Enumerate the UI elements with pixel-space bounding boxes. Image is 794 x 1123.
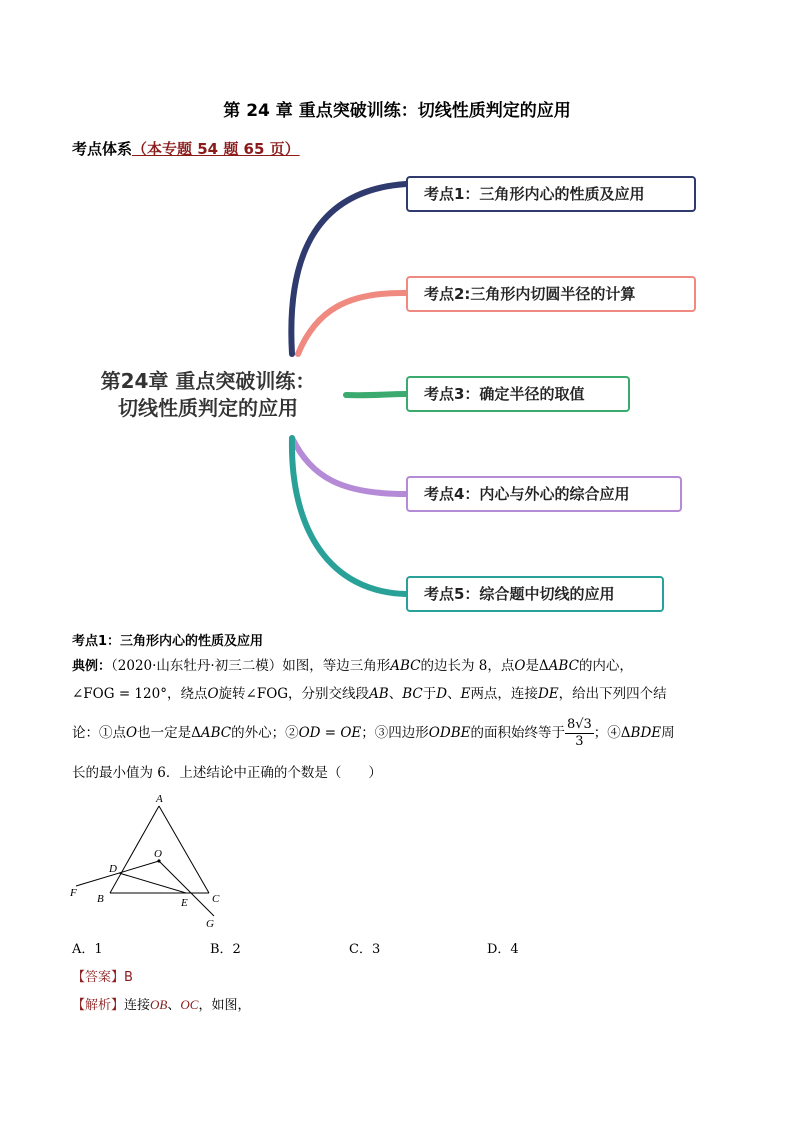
text: ；③四边形	[361, 725, 429, 741]
label-g: G	[206, 918, 214, 930]
geometry-figure	[66, 790, 236, 930]
problem-line-3	[72, 716, 724, 750]
text: ∠FOG = 120°，绕点	[72, 686, 208, 702]
point1-heading-text: 考点1：三角形内心的性质及应用	[72, 634, 264, 649]
example-label: 典例：	[72, 659, 112, 674]
text: 长的最小值为 6．上述结论中正确的个数是（ ）	[72, 765, 382, 781]
text: 的面积始终等于	[470, 725, 565, 741]
text: 是Δ	[525, 658, 549, 674]
mind-map-center-line-2: 切线性质判定的应用	[118, 396, 298, 420]
fraction-numerator: 8√3	[566, 717, 592, 732]
text: 论：①点	[72, 725, 126, 741]
mind-map-node-3: 考点3：确定半径的取值	[406, 376, 630, 412]
option-b: B．2	[210, 942, 241, 957]
label-o: O	[154, 848, 162, 860]
math-o: O	[126, 725, 138, 741]
text: 、	[388, 686, 403, 702]
mind-map-center-line-1: 第24章 重点突破训练：	[100, 369, 316, 393]
math-abc: ABC	[390, 658, 421, 674]
math-oc: OC	[180, 997, 199, 1012]
math-ab: AB	[369, 686, 389, 702]
fraction-denominator: 3	[575, 734, 584, 749]
math-abc: ABC	[548, 658, 579, 674]
label-c: C	[212, 893, 220, 905]
math-o: O	[207, 686, 219, 702]
math-odbe: ODBE	[428, 725, 471, 741]
analysis-sep: 、	[167, 998, 181, 1013]
mind-map-node-1: 考点1：三角形内心的性质及应用	[406, 176, 696, 212]
section-label: 考点体系	[72, 140, 133, 158]
mind-map-node-5: 考点5：综合题中切线的应用	[406, 576, 664, 612]
problem-line-2	[72, 683, 724, 706]
page-title: 第 24 章 重点突破训练：切线性质判定的应用	[223, 101, 571, 121]
math-bde: BDE	[630, 725, 662, 741]
segment-de	[119, 873, 186, 893]
text: 旋转∠FOG，分别交线段	[218, 686, 370, 702]
option-c: C．3	[349, 942, 381, 957]
problem-line-4	[72, 762, 724, 785]
mind-map	[80, 160, 720, 630]
text: 于	[422, 686, 437, 702]
text: （2020·山东牡丹·初三二模）如图，等边三角形	[111, 658, 391, 674]
segment-ac	[159, 806, 209, 893]
problem-line-1	[72, 655, 724, 678]
text: 周	[661, 725, 675, 741]
math-bc: BC	[402, 686, 423, 702]
text: 的外心；②	[231, 725, 299, 741]
section-note: （本专题 54 题 65 页）	[132, 140, 300, 158]
text: ，给出下列四个结	[558, 686, 667, 702]
mind-map-center	[88, 368, 328, 422]
fraction-8-root3-over-3	[565, 717, 594, 750]
analysis-text: 连接	[124, 998, 151, 1013]
point1-heading	[72, 630, 724, 653]
math-e: E	[460, 686, 471, 702]
label-a: A	[156, 793, 163, 805]
text: ；④Δ	[593, 725, 631, 741]
math-de: DE	[537, 686, 559, 702]
answer-value: B	[124, 970, 133, 985]
math-od-oe: OD = OE	[298, 725, 362, 741]
text: 两点，连接	[470, 686, 538, 702]
answer-row	[72, 966, 133, 985]
section-header	[72, 138, 300, 159]
answer-label: 【答案】	[72, 970, 125, 985]
math-o: O	[514, 658, 526, 674]
analysis-row	[72, 994, 250, 1013]
math-abc: ABC	[200, 725, 232, 741]
analysis-text-end: ，如图，	[198, 998, 251, 1013]
triangle-diagram	[66, 790, 236, 930]
text: 也一定是Δ	[137, 725, 201, 741]
segment-ab	[110, 806, 159, 893]
label-e: E	[181, 897, 188, 909]
branch-line-2	[298, 293, 406, 354]
branch-line-4	[292, 438, 406, 494]
text: 的边长为 8，点	[420, 658, 515, 674]
text: 的内心，	[578, 658, 633, 674]
text: 、	[447, 686, 461, 702]
math-d: D	[436, 686, 448, 702]
mind-map-node-4: 考点4：内心与外心的综合应用	[406, 476, 682, 512]
label-b: B	[97, 893, 104, 905]
branch-line-3	[346, 394, 406, 395]
ray-of	[76, 861, 159, 886]
option-d: D．4	[487, 942, 519, 957]
math-ob: OB	[150, 997, 168, 1012]
label-f: F	[70, 887, 77, 899]
option-a: A．1	[72, 942, 103, 957]
mind-map-node-2: 考点2:三角形内切圆半径的计算	[406, 276, 696, 312]
analysis-label: 【解析】	[72, 998, 125, 1013]
label-d: D	[109, 863, 117, 875]
